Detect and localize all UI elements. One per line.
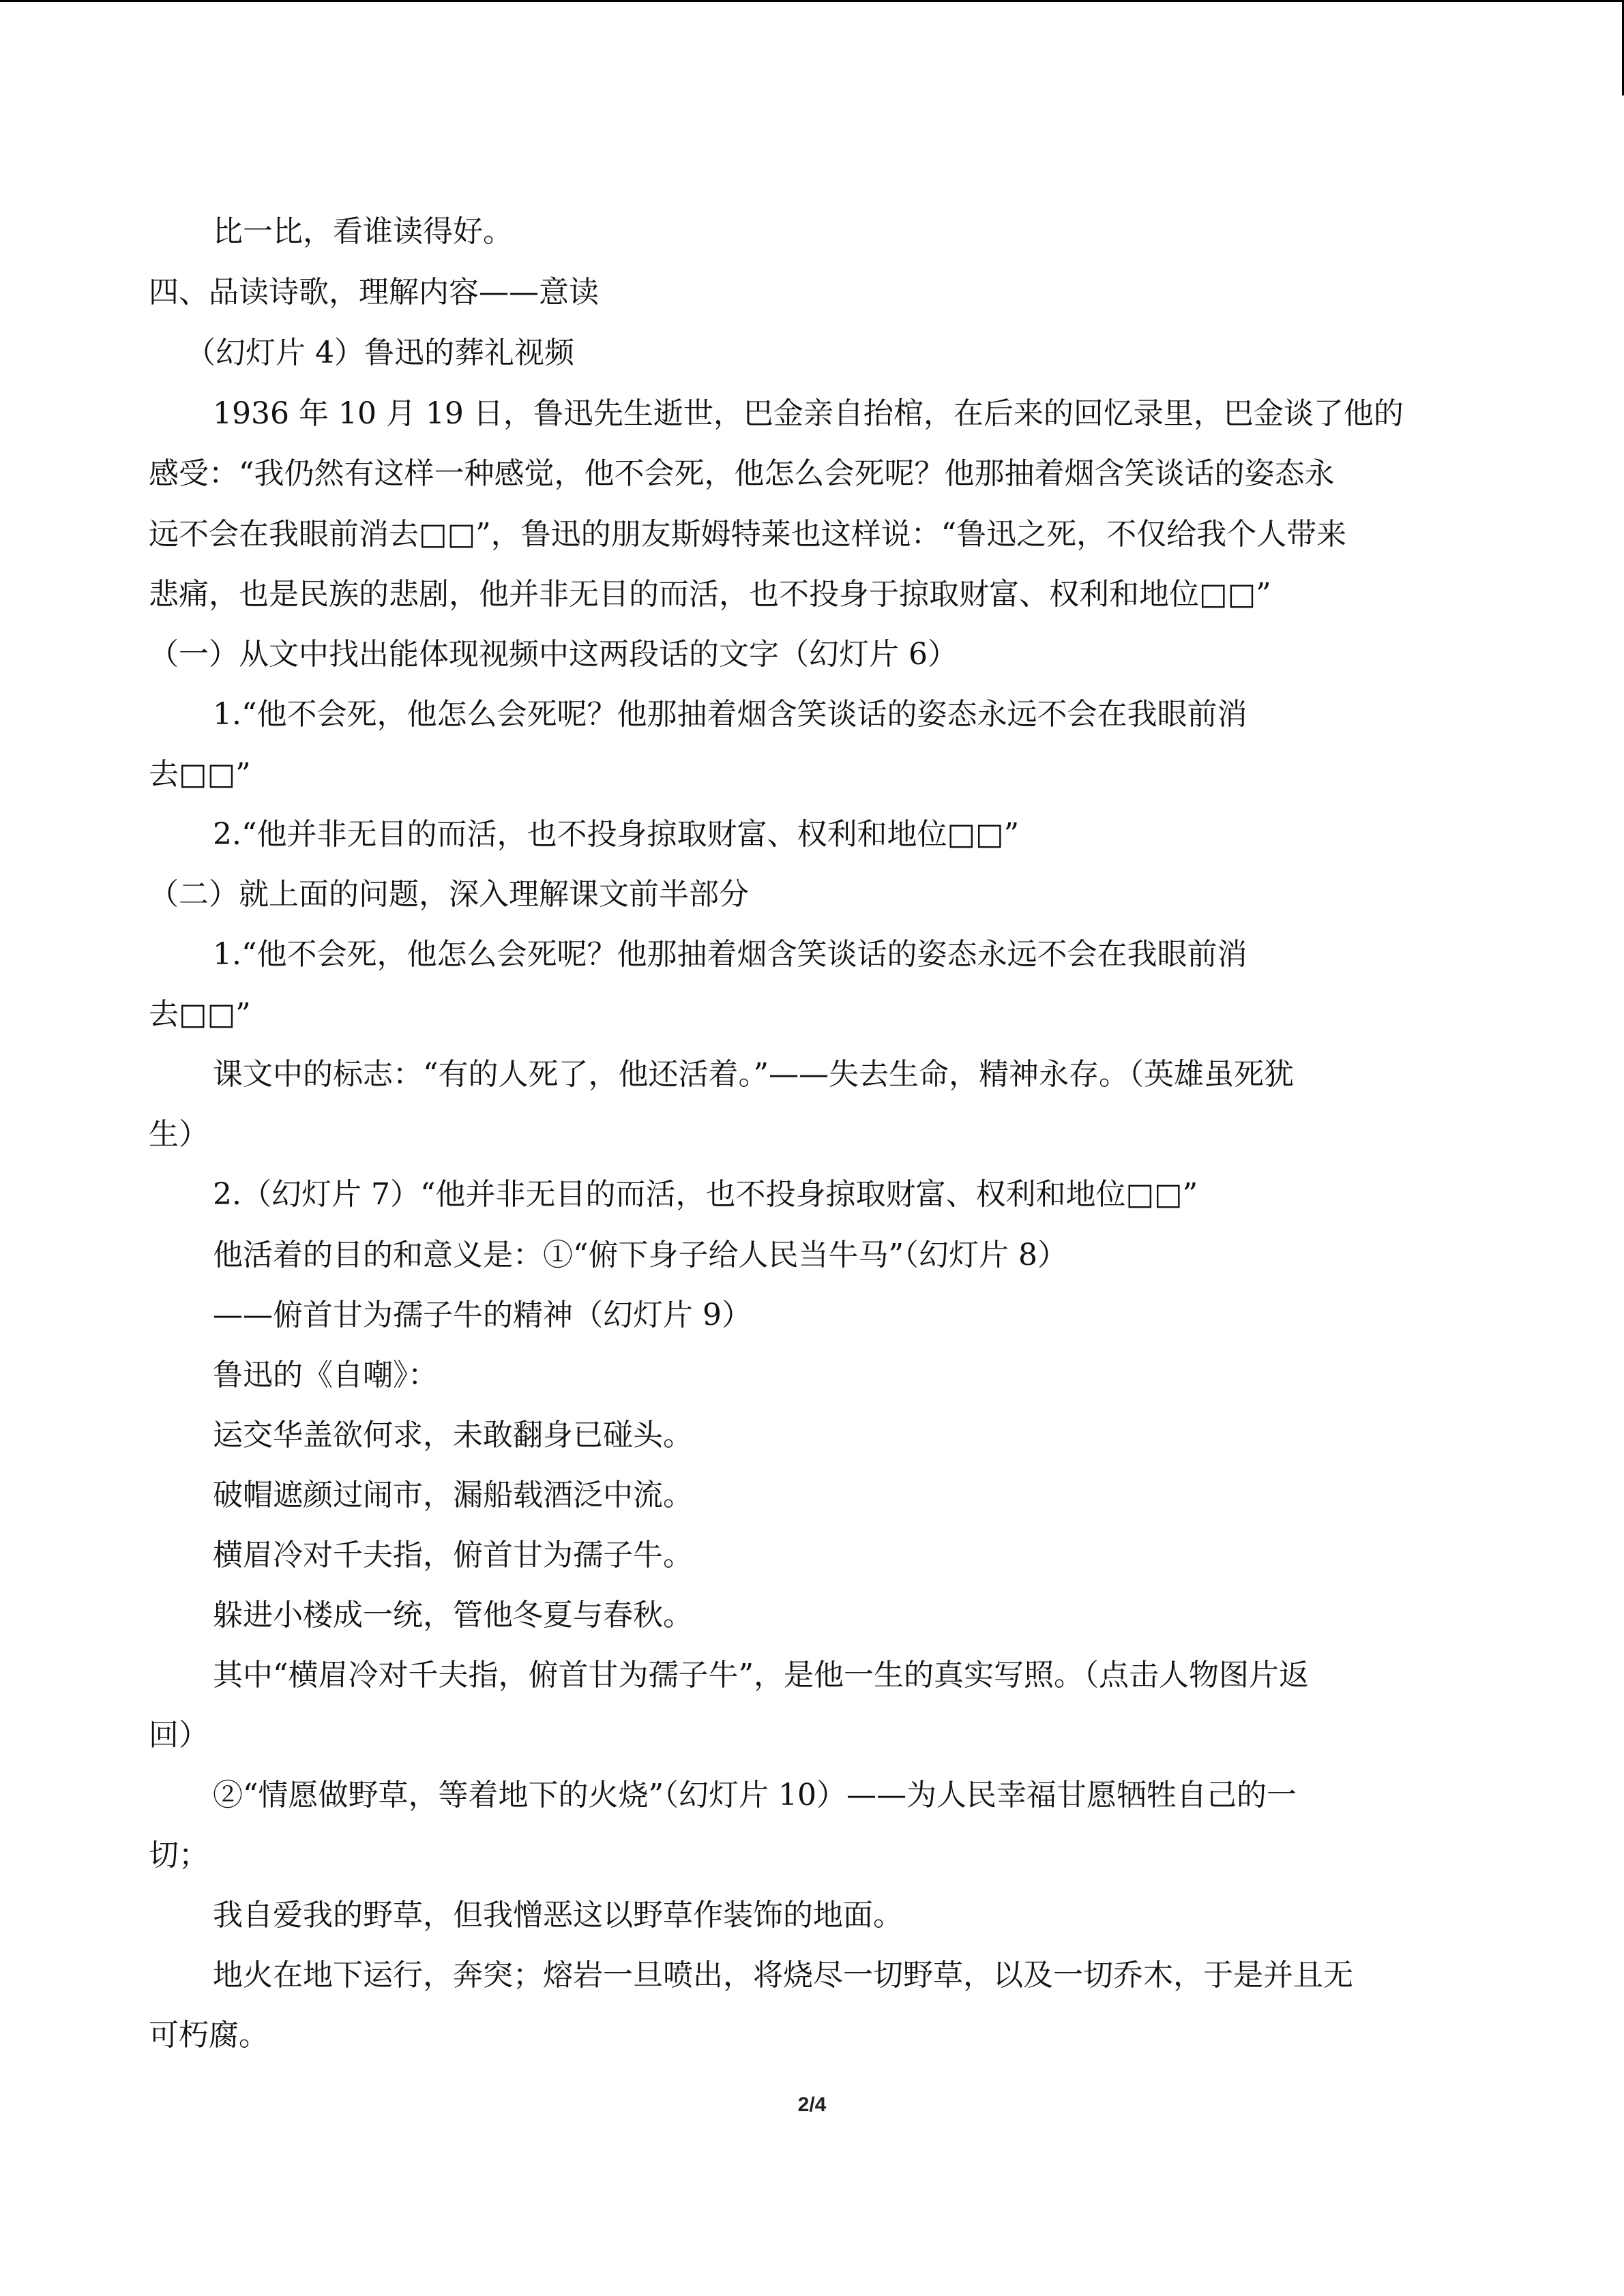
- subsection-heading: （二）就上面的问题，深入理解课文前半部分: [149, 877, 749, 912]
- poem-line: 躲进小楼成一统，管他冬夏与春秋。: [213, 1598, 693, 1632]
- text-line: 课文中的标志：“有的人死了，他还活着。”——失去生命，精神永存。（英雄虽死犹: [213, 1057, 1294, 1092]
- text-line: ——俯首甘为孺子牛的精神（幻灯片 9）: [213, 1298, 752, 1332]
- text-line: 生）: [149, 1117, 209, 1152]
- text-line: 2.（幻灯片 7）“他并非无目的而活，也不投身掠取财富、权利和地位□□”: [213, 1177, 1198, 1212]
- poem-line: 运交华盖欲何求，未敢翻身已碰头。: [213, 1418, 693, 1452]
- page-number: 2/4: [797, 2093, 827, 2116]
- poem-line: 破帽遮颜过闹市，漏船载酒泛中流。: [213, 1478, 693, 1512]
- text-line: 回）: [149, 1718, 209, 1753]
- text-line: 去□□”: [149, 757, 251, 792]
- text-line: （幻灯片 4）鲁迅的葬礼视频: [186, 336, 574, 370]
- text-line: 可朽腐。: [149, 2018, 269, 2053]
- text-line: 其中“横眉冷对千夫指，俯首甘为孺子牛”，是他一生的真实写照。（点击人物图片返: [213, 1658, 1309, 1693]
- text-line: 鲁迅的《自嘲》：: [213, 1358, 438, 1392]
- text-line: 比一比，看谁读得好。: [213, 214, 513, 249]
- text-line: 他活着的目的和意义是：①“俯下身子给人民当牛马”（幻灯片 8）: [213, 1238, 1067, 1272]
- text-line: 1936 年 10 月 19 日，鲁迅先生逝世，巴金亲自抬棺，在后来的回忆录里，巴金谈了他的: [213, 396, 1404, 431]
- text-line: 远不会在我眼前消去□□”，鲁迅的朋友斯姆特莱也这样说：“鲁迅之死，不仅给我个人带来: [149, 517, 1347, 552]
- text-line: 1.“他不会死，他怎么会死呢？他那抽着烟含笑谈话的姿态永远不会在我眼前消: [213, 697, 1247, 732]
- subsection-heading: （一）从文中找出能体现视频中这两段话的文字（幻灯片 6）: [149, 637, 958, 672]
- text-line: 悲痛，也是民族的悲剧，他并非无目的而活，也不投身于掠取财富、权利和地位□□”: [149, 577, 1271, 612]
- text-line: 去□□”: [149, 997, 251, 1032]
- text-line: 1.“他不会死，他怎么会死呢？他那抽着烟含笑谈话的姿态永远不会在我眼前消: [213, 937, 1247, 972]
- text-line: 切；: [149, 1838, 209, 1873]
- text-line: 地火在地下运行，奔突；熔岩一旦喷出，将烧尽一切野草，以及一切乔木，于是并且无: [213, 1958, 1353, 1993]
- poem-line: 横眉冷对千夫指，俯首甘为孺子牛。: [213, 1538, 693, 1572]
- text-line: 2.“他并非无目的而活，也不投身掠取财富、权利和地位□□”: [213, 817, 1020, 852]
- text-line: ②“情愿做野草，等着地下的火烧”（幻灯片 10）——为人民幸福甘愿牺牲自己的一: [213, 1778, 1297, 1813]
- top-border: [0, 0, 1624, 2]
- text-line: 感受：“我仍然有这样一种感觉，他不会死，他怎么会死呢？他那抽着烟含笑谈话的姿态永: [149, 456, 1335, 491]
- text-line: 我自爱我的野草，但我憎恶这以野草作装饰的地面。: [213, 1898, 903, 1933]
- section-heading: 四、品读诗歌，理解内容——意读: [149, 275, 599, 310]
